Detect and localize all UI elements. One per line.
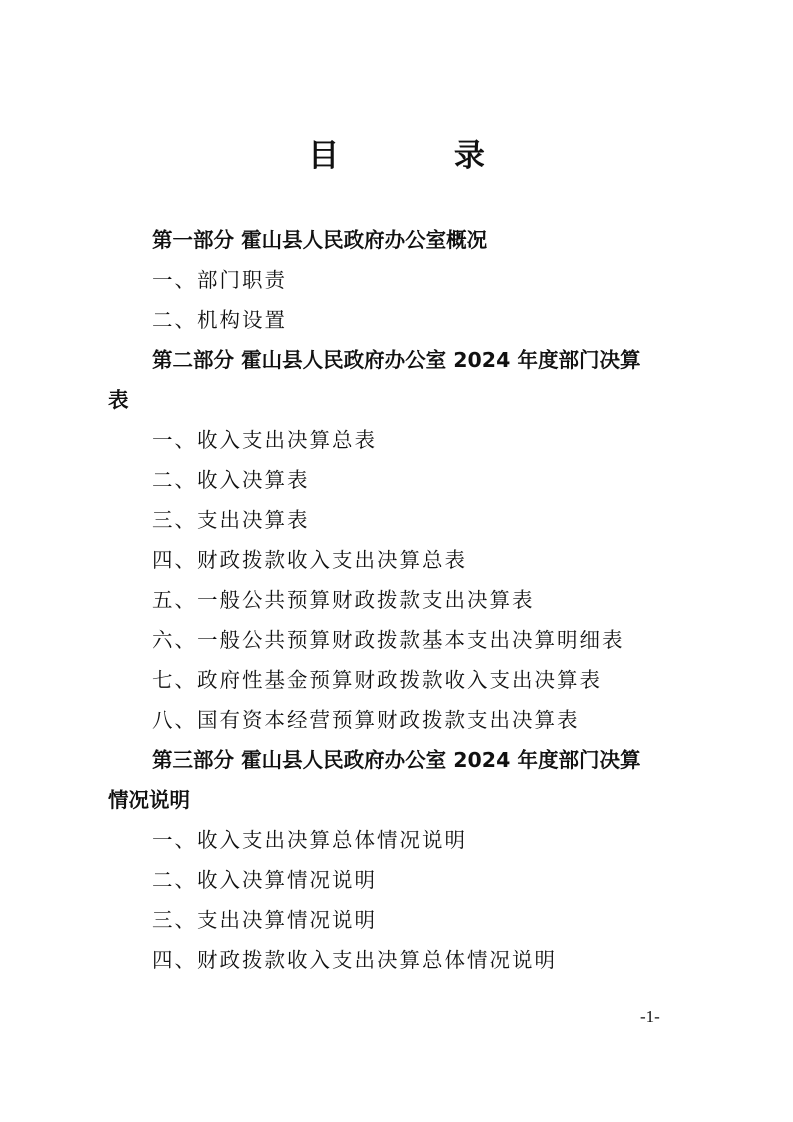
toc-item: 一、部门职责	[152, 268, 287, 292]
toc-item: 六、一般公共预算财政拨款基本支出决算明细表	[152, 628, 625, 652]
toc-item: 二、收入决算表	[152, 468, 310, 492]
page-title: 目 录	[308, 138, 537, 174]
page-number: -1-	[640, 1007, 660, 1026]
toc-item: 五、一般公共预算财政拨款支出决算表	[152, 588, 535, 612]
toc-part-heading: 第一部分 霍山县人民政府办公室概况	[152, 228, 488, 252]
toc-part-heading-continuation: 情况说明	[108, 788, 190, 812]
toc-item: 七、政府性基金预算财政拨款收入支出决算表	[152, 668, 602, 692]
toc-item: 三、支出决算表	[152, 508, 310, 532]
toc-item: 二、机构设置	[152, 308, 287, 332]
toc-part-heading-continuation: 表	[108, 388, 129, 412]
table-of-contents	[108, 220, 696, 980]
toc-item: 一、收入支出决算总体情况说明	[152, 828, 467, 852]
toc-item: 一、收入支出决算总表	[152, 428, 377, 452]
toc-item: 四、财政拨款收入支出决算总表	[152, 548, 467, 572]
toc-item: 三、支出决算情况说明	[152, 908, 377, 932]
toc-item: 八、国有资本经营预算财政拨款支出决算表	[152, 708, 580, 732]
toc-part-heading: 第二部分 霍山县人民政府办公室 2024 年度部门决算	[152, 348, 641, 372]
toc-part-heading: 第三部分 霍山县人民政府办公室 2024 年度部门决算	[152, 748, 641, 772]
toc-item: 二、收入决算情况说明	[152, 868, 377, 892]
toc-item: 四、财政拨款收入支出决算总体情况说明	[152, 948, 557, 972]
